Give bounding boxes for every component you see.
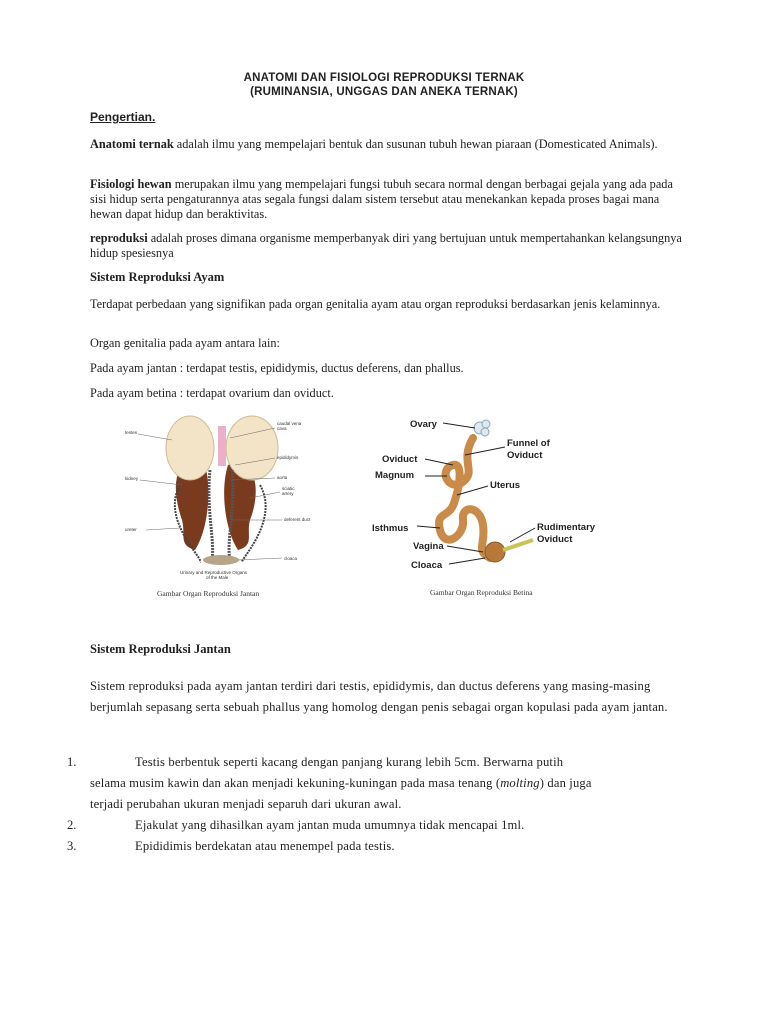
vena-cava-shape: [218, 426, 226, 466]
list-item-1-line-2: selama musim kawin dan akan menjadi kekuning-kuningan pada masa tenang (molting) dan juga: [90, 776, 592, 790]
paragraph-reproduksi: [90, 231, 690, 261]
label-funnel-2: Oviduct: [507, 450, 543, 461]
list-item-1-line-1: Testis berbentuk seperti kacang dengan panjang kurang lebih 5cm. Berwarna putih: [135, 755, 564, 769]
label-rudimentary-2: Oviduct: [537, 534, 573, 545]
label-testes: testes: [125, 430, 138, 435]
list-item-3: Epididimis berdekatan atau menempel pada testis.: [135, 839, 395, 853]
label-sciatic: sciatic: [282, 486, 295, 491]
testis-right-shape: [226, 416, 278, 480]
oviduct-shape: [439, 438, 490, 558]
paragraph-anatomi: [90, 137, 690, 152]
label-funnel-1: Funnel of: [507, 438, 550, 449]
paragraph-sistem-jantan: Sistem reproduksi pada ayam jantan terdiri dari testis, epididymis, dan ductus deferens yang masing-masing berjumlah sepasang serta sebuah phallus yang homolog dengan penis sebagai organ kopulasi pada ayam jantan.: [90, 679, 668, 714]
label-inner-caption-1: Urinary and Reproductive Organs: [180, 570, 248, 575]
label-cloaca-female: Cloaca: [411, 560, 443, 571]
term-anatomi: Anatomi ternak: [90, 137, 174, 151]
label-ovary: Ovary: [410, 419, 437, 430]
heading-sistem-reproduksi-jantan: Sistem Reproduksi Jantan: [90, 642, 231, 656]
caption-female-figure: Gambar Organ Reproduksi Betina: [430, 588, 533, 597]
paragraph-ayam-betina: Pada ayam betina : terdapat ovarium dan oviduct.: [90, 386, 334, 400]
paragraph-organ-genitalia: Organ genitalia pada ayam antara lain:: [90, 336, 280, 350]
paragraph-fisiologi: [90, 177, 690, 222]
term-molting: molting: [500, 776, 540, 790]
term-reproduksi: reproduksi: [90, 231, 148, 245]
list-number-1: 1.: [67, 755, 77, 769]
label-aorta: aorta: [277, 475, 288, 480]
list-item-1-line-3: terjadi perubahan ukuran menjadi separuh dari ukuran awal.: [90, 797, 402, 811]
vagina-shape: [485, 542, 505, 562]
list-number-3: 3.: [67, 839, 77, 853]
label-epididymis: epididymis: [277, 455, 299, 460]
paragraph-perbedaan: Terdapat perbedaan yang signifikan pada organ genitalia ayam atau organ reproduksi berdasarkan jenis kelaminnya.: [90, 297, 661, 311]
section-heading-pengertian: Pengertian.: [90, 110, 156, 124]
label-caudal-vena: caudal vena: [277, 421, 302, 426]
label-rudimentary-1: Rudimentary: [537, 522, 596, 533]
label-isthmus: Isthmus: [372, 523, 409, 534]
label-magnum: Magnum: [375, 470, 415, 481]
label-ureter: ureter: [125, 527, 137, 532]
definition-reproduksi: adalah proses dimana organisme memperbanyak diri yang bertujuan untuk mempertahankan kelangsungnya hidup spesiesnya: [90, 231, 682, 260]
label-artery: artery: [282, 491, 294, 496]
deferent-duct-left: [209, 470, 213, 560]
definition-fisiologi: merupakan ilmu yang mempelajari fungsi tubuh secara normal dengan berbagai gejala yang ada pada sisi hidup serta pengaturannya atas segala fungsi dalam sistem tersebut atau menekankan kepada proses bagai mana hewan dapat hidup dan beraktivitas.: [90, 177, 673, 221]
label-oviduct: Oviduct: [382, 454, 418, 465]
document-title-line-1: ANATOMI DAN FISIOLOGI REPRODUKSI TERNAK: [243, 72, 525, 84]
definition-anatomi: adalah ilmu yang mempelajari bentuk dan susunan tubuh hewan piaraan (Domesticated Animals).: [173, 137, 658, 151]
caption-male-figure: Gambar Organ Reproduksi Jantan: [157, 589, 260, 598]
label-vagina: Vagina: [413, 541, 444, 552]
label-deferent-duct: deferent duct: [284, 517, 311, 522]
document-title-line-2: (RUMINANSIA, UNGGAS DAN ANEKA TERNAK): [250, 86, 518, 98]
label-cava: cava: [277, 426, 287, 431]
list-item-2: Ejakulat yang dihasilkan ayam jantan muda umumnya tidak mencapai 1ml.: [135, 818, 525, 832]
label-cloaca: cloaca: [284, 556, 298, 561]
label-uterus: Uterus: [490, 480, 521, 491]
label-kidney: kidney: [125, 476, 139, 481]
rudimentary-oviduct-shape: [503, 540, 533, 550]
term-fisiologi: Fisiologi hewan: [90, 177, 172, 191]
male-reproductive-figure: [120, 410, 330, 585]
heading-sistem-reproduksi-ayam: Sistem Reproduksi Ayam: [90, 270, 225, 284]
label-inner-caption-2: of the Male: [206, 575, 229, 580]
paragraph-ayam-jantan: Pada ayam jantan : terdapat testis, epididymis, ductus deferens, dan phallus.: [90, 361, 464, 375]
testis-left-shape: [166, 416, 214, 480]
list-number-2: 2.: [67, 818, 77, 832]
cloaca-shape: [203, 555, 239, 565]
female-reproductive-figure: [365, 410, 615, 585]
